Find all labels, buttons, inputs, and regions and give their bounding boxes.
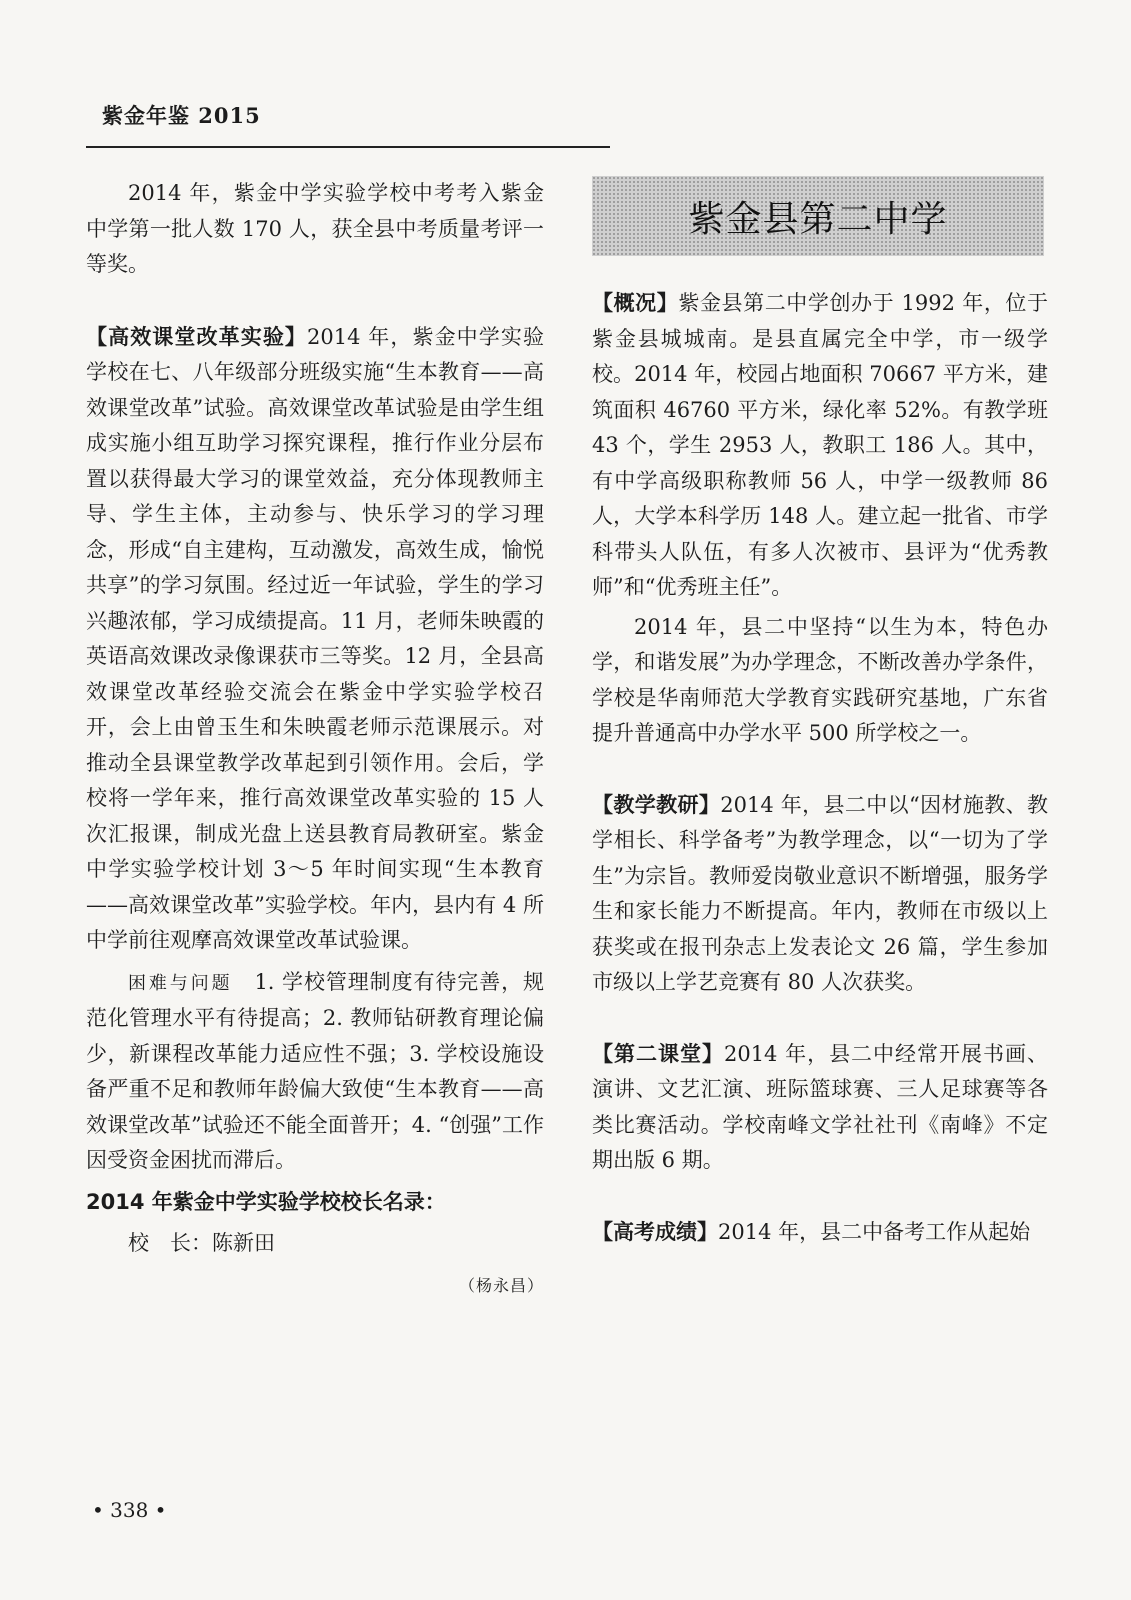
section-body-teaching: 2014 年，县二中以“因材施教、教学相长、科学备考”为教学理念，以“一切为了学生”为宗旨。教师爱岗敬业意识不断增强，服务学生和家长能力不断提高。年内，教师在市级以上获奖或在报刊杂志上发表论文 26 篇，学生参加市级以上学艺竞赛有 80 人次获奖。	[592, 792, 1049, 994]
section-body-overview: 紫金县第二中学创办于 1992 年，位于紫金县城城南。是县直属完全中学，市一级学校。2014 年，校园占地面积 70667 平方米，建筑面积 46760 平方米，绿化率 52%。有教学班 43 个，学生 2953 人，教职工 186 人。其中，有中学高级职称教师 56 人，中学一级教师 86 人，大学本科学历 148 人。建立起一批省、市学科带头人队伍，有多人次被市、县评为“优秀教师”和“优秀班主任”。	[592, 291, 1048, 599]
section-reform	[86, 320, 544, 959]
section-body-reform: 2014 年，紫金中学实验学校在七、八年级部分班级实施“生本教育——高效课堂改革”试验。高效课堂改革试验是由学生组成实施小组互助学习探究课程，推行作业分层布置以获得最大学习的课堂效益，充分体现教师主导、学生主体，主动参与、快乐学习的学习理念，形成“自主建构，互动激发，高效生成，愉悦共享”的学习氛围。经过近一年试验，学生的学习兴趣浓郁，学习成绩提高。11 月，老师朱映霞的英语高效课改录像课获市三等奖。12 月，全县高效课堂改革经验交流会在紫金中学实验学校召开，会上由曾玉生和朱映霞老师示范课展示。对推动全县课堂教学改革起到引领作用。会后，学校将一学年来，推行高效课堂改革实验的 15 人次汇报课，制成光盘上送县教育局教研室。紫金中学实验学校计划 3～5 年时间实现“生本教育——高效课堂改革”实验学校。年内，县内有 4 所中学前往观摩高效课堂改革试验课。	[86, 324, 544, 952]
principal-list-title: 2014 年紫金中学实验学校校长名录：	[86, 1189, 446, 1214]
right-column	[592, 286, 1048, 1250]
section-heading-gaokao: 【高考成绩】	[592, 1219, 718, 1244]
problems-label: 困难与问题	[128, 972, 233, 994]
page-number: • 338 •	[92, 1498, 167, 1522]
section-heading-teaching: 【教学教研】	[592, 792, 721, 817]
section-overview	[592, 286, 1048, 606]
problems-body: 1. 学校管理制度有待完善，规范化管理水平有待提高；2. 教师钻研教育理论偏少，新课程改革能力适应性不强；3. 学校设施设备严重不足和教师年龄偏大致使“生本教育——高效课堂改革”试验还不能全面普开；4. “创强”工作因受资金困扰而滞后。	[86, 969, 545, 1172]
paragraph-problems	[86, 965, 544, 1179]
section-body-second-classroom: 2014 年，县二中经常开展书画、演讲、文艺汇演、班际篮球赛、三人足球赛等各类比赛活动。学校南峰文学社社刊《南峰》不定期出版 6 期。	[592, 1041, 1049, 1172]
header-rule	[86, 146, 610, 148]
section-heading-overview: 【概况】	[592, 291, 679, 315]
left-column	[86, 176, 544, 1303]
running-header-title: 紫金年鉴 2015	[102, 103, 261, 128]
school-title: 紫金县第二中学	[688, 198, 948, 240]
section-heading-second-classroom: 【第二课堂】	[592, 1041, 724, 1066]
author-signature: （杨永昌）	[458, 1275, 544, 1295]
section-heading-reform: 【高效课堂改革实验】	[86, 324, 308, 349]
section-teaching	[592, 788, 1048, 1001]
paragraph-overview-2: 2014 年，县二中坚持“以生为本，特色办学，和谐发展”为办学理念，不断改善办学条件，学校是华南师范大学教育实践研究基地，广东省提升普通高中办学水平 500 所学校之一。	[592, 614, 1048, 745]
section-gaokao	[592, 1215, 1048, 1251]
paragraph-exam-results: 2014 年，紫金中学实验学校中考考入紫金中学第一批人数 170 人，获全县中考质量考评一等奖。	[86, 181, 544, 276]
principal-line: 校 长：陈新田	[128, 1231, 275, 1255]
section-body-gaokao: 2014 年，县二中备考工作从起始	[718, 1219, 1031, 1244]
section-second-classroom	[592, 1037, 1048, 1179]
section-title-banner	[592, 176, 1044, 256]
